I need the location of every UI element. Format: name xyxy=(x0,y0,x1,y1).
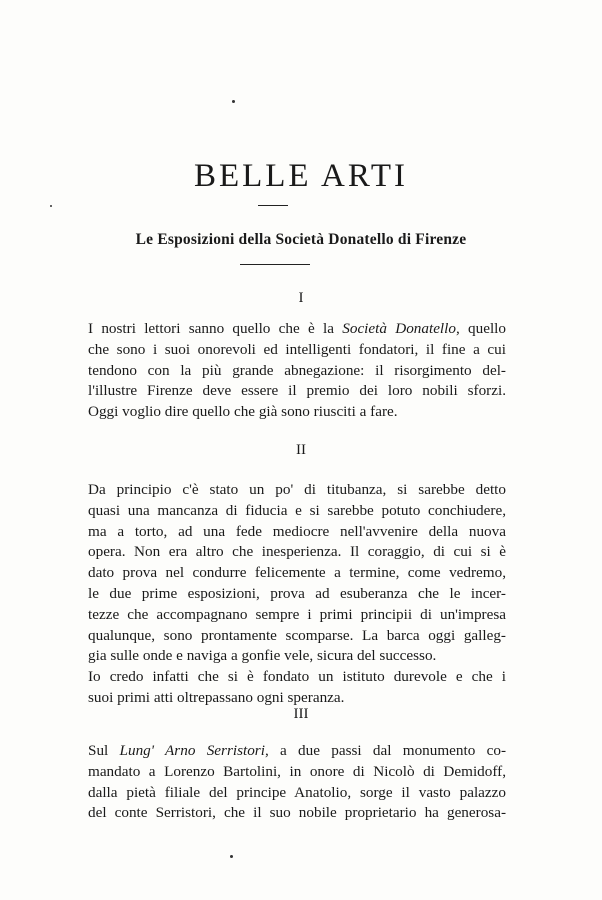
page-speck xyxy=(232,100,235,103)
text-line: Da principio c'è stato un po' di titubanza, si sarebbe detto xyxy=(88,481,506,498)
text-line: ma a torto, ad una fede mediocre nell'avvenire della nuova xyxy=(88,522,506,540)
text-line: dato prova nel condurre felicemente a termine, come vedremo, xyxy=(88,564,506,582)
section-numeral-1: I xyxy=(298,290,304,306)
article-subtitle: Le Esposizioni della Società Donatello di Firenze xyxy=(135,231,467,248)
section-1-paragraph xyxy=(88,319,506,423)
text-line: Oggi voglio dire quello che già sono riusciti a fare. xyxy=(88,403,398,421)
section-2-paragraph xyxy=(88,480,506,709)
text-line: qualunque, sono prontamente scomparse. La barca oggi galleg- xyxy=(88,626,506,644)
text-line: l'illustre Firenze deve essere il premio dei loro nobili sforzi. xyxy=(88,382,506,400)
section-numeral-2: II xyxy=(296,442,306,458)
title-rule xyxy=(258,205,288,206)
page-speck xyxy=(230,855,233,858)
text-line: quasi una mancanza di fiducia e si sarebbe potuto conchiudere, xyxy=(88,501,506,519)
text-line: Sul Lung' Arno Serristori, a due passi dal monumento co- xyxy=(88,742,506,759)
section-3-paragraph xyxy=(88,741,506,824)
text-line: del conte Serristori, che il suo nobile proprietario ha generosa- xyxy=(88,804,506,822)
text-line: dalla pietà filiale del principe Anatolio, sorge il vasto palazzo xyxy=(88,783,506,801)
page-title: BELLE ARTI xyxy=(193,158,409,194)
text-line: tendono con la più grande abnegazione: il risorgimento del- xyxy=(88,361,506,379)
subtitle-rule xyxy=(240,264,310,265)
text-line: Io credo infatti che si è fondato un istituto durevole e che i xyxy=(88,668,506,686)
text-line: I nostri lettori sanno quello che è la Società Donatello, quello xyxy=(88,320,506,337)
text-line: gia sulle onde e naviga a gonfie vele, sicura del successo. xyxy=(88,647,437,665)
text-line: tezze che accompagnano sempre i primi principii di un'impresa xyxy=(88,605,506,623)
text-line: le due prime esposizioni, prova ad esuberanza che le incer- xyxy=(88,584,506,602)
text-line: suoi primi atti oltrepassano ogni speranza. xyxy=(88,688,345,706)
text-line: opera. Non era altro che inesperienza. Il coraggio, di cui si è xyxy=(88,543,506,561)
text-line: mandato a Lorenzo Bartolini, in onore di Nicolò di Demidoff, xyxy=(88,762,506,780)
text-line: che sono i suoi onorevoli ed intelligenti fondatori, il fine a cui xyxy=(88,340,506,358)
section-numeral-3: III xyxy=(293,706,309,722)
page-speck xyxy=(50,205,52,207)
